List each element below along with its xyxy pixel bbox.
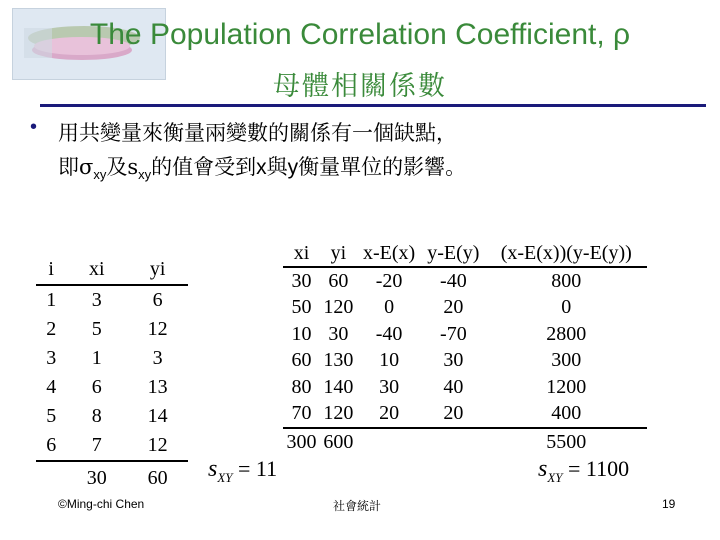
table2-header: x-E(x) bbox=[357, 240, 421, 267]
bullet-icon: • bbox=[30, 116, 38, 138]
table-cell: 30 bbox=[291, 269, 312, 292]
table-cell: -20 bbox=[375, 269, 403, 292]
table-cell: 6 bbox=[46, 434, 57, 456]
table-cell: 5 bbox=[46, 405, 57, 427]
table-cell: -70 bbox=[440, 322, 467, 345]
table-row bbox=[36, 402, 188, 431]
table-cell: 6 bbox=[91, 376, 102, 398]
table-cell: 20 bbox=[443, 296, 464, 319]
table-cell: 2 bbox=[46, 318, 57, 340]
table-cell: 3 bbox=[152, 347, 163, 369]
table-row bbox=[36, 315, 188, 344]
table-cell: 14 bbox=[147, 405, 168, 427]
covariance-formula-left: $s_{XY} = 11$ bbox=[208, 456, 278, 485]
table-row bbox=[283, 321, 647, 348]
table-cell: 3 bbox=[91, 289, 102, 311]
table-total-row bbox=[283, 428, 647, 457]
table-cell: -40 bbox=[440, 269, 467, 292]
scaled-data-table bbox=[283, 240, 647, 457]
table-cell: 7 bbox=[91, 434, 102, 456]
table2-header: xi bbox=[283, 240, 320, 267]
table-cell: -40 bbox=[375, 322, 403, 345]
table-row bbox=[36, 344, 188, 373]
table-cell: 130 bbox=[323, 349, 354, 372]
title-divider bbox=[40, 104, 706, 107]
table-cell: 60 bbox=[127, 461, 188, 494]
bullet-line-2: 即$\sigma_{xy}$及$s_{xy}$的值會受到x與y衡量單位的影響。 bbox=[58, 155, 467, 183]
table-cell: 60 bbox=[291, 349, 312, 372]
table1-header: xi bbox=[66, 254, 127, 285]
table-cell: 0 bbox=[561, 296, 572, 319]
table-cell: 5 bbox=[91, 318, 102, 340]
page-number: 19 bbox=[662, 497, 676, 511]
table-cell: 20 bbox=[443, 402, 464, 424]
table-cell: 0 bbox=[384, 296, 395, 319]
table-cell: 2800 bbox=[546, 322, 587, 345]
table-cell: 13 bbox=[147, 376, 168, 398]
table-cell: 120 bbox=[323, 402, 354, 424]
slide-title: The Population Correlation Coefficient, ρ bbox=[89, 18, 631, 51]
table-row bbox=[36, 431, 188, 461]
table-cell: 30 bbox=[328, 322, 349, 345]
table-cell: 70 bbox=[291, 402, 312, 424]
table-cell: 12 bbox=[147, 318, 168, 340]
table-cell: 80 bbox=[291, 375, 312, 398]
bullet-text bbox=[58, 116, 708, 192]
table-cell: 1200 bbox=[546, 375, 587, 398]
table-row bbox=[36, 285, 188, 315]
table-cell: 400 bbox=[551, 402, 582, 424]
table1-header: yi bbox=[127, 254, 188, 285]
table-cell: 600 bbox=[320, 428, 357, 457]
table1-header: i bbox=[36, 254, 66, 285]
slide-subtitle: 母體相關係數 bbox=[273, 71, 447, 102]
table-row bbox=[283, 374, 647, 401]
table-cell: 8 bbox=[91, 405, 102, 427]
table-cell: 30 bbox=[443, 349, 464, 372]
table-cell: 60 bbox=[328, 269, 349, 292]
table-cell: 50 bbox=[291, 296, 312, 319]
covariance-formula-right: $s_{XY} = 1100$ bbox=[538, 456, 630, 485]
table-cell: 30 bbox=[66, 461, 127, 494]
table-cell: 1 bbox=[46, 289, 57, 311]
table-cell: 120 bbox=[323, 296, 354, 319]
table-cell: 800 bbox=[551, 269, 582, 292]
table2-header: (x-E(x))(y-E(y)) bbox=[486, 240, 647, 267]
table-cell bbox=[421, 428, 485, 457]
table-row bbox=[283, 348, 647, 375]
table-cell: 10 bbox=[379, 349, 400, 372]
footer-course: 社會統計 bbox=[333, 499, 382, 513]
table-cell: 20 bbox=[379, 402, 400, 424]
table-cell: 3 bbox=[46, 347, 57, 369]
sample-data-table bbox=[36, 254, 188, 494]
table-cell: 5500 bbox=[486, 428, 647, 457]
table-cell: 10 bbox=[291, 322, 312, 345]
table-cell: 6 bbox=[152, 289, 163, 311]
table-cell bbox=[357, 428, 421, 457]
table-cell: 300 bbox=[283, 428, 320, 457]
table-cell: 1 bbox=[91, 347, 102, 369]
table-cell: 300 bbox=[551, 349, 582, 372]
table-cell: 140 bbox=[323, 375, 354, 398]
table-cell: 12 bbox=[147, 434, 168, 456]
footer-author: ©Ming-chi Chen bbox=[58, 497, 145, 511]
table-row bbox=[36, 373, 188, 402]
bullet-line-1: 用共變量來衡量兩變數的關係有一個缺點， bbox=[58, 121, 457, 145]
table-total-row bbox=[36, 461, 188, 494]
table-row bbox=[283, 295, 647, 322]
table2-header: y-E(y) bbox=[421, 240, 485, 267]
table-cell: 30 bbox=[379, 375, 400, 398]
table-cell: 4 bbox=[46, 376, 57, 398]
table2-header: yi bbox=[320, 240, 357, 267]
table-row bbox=[283, 401, 647, 428]
table-cell: 40 bbox=[443, 375, 464, 398]
table-row bbox=[283, 267, 647, 295]
table-cell bbox=[36, 461, 66, 494]
